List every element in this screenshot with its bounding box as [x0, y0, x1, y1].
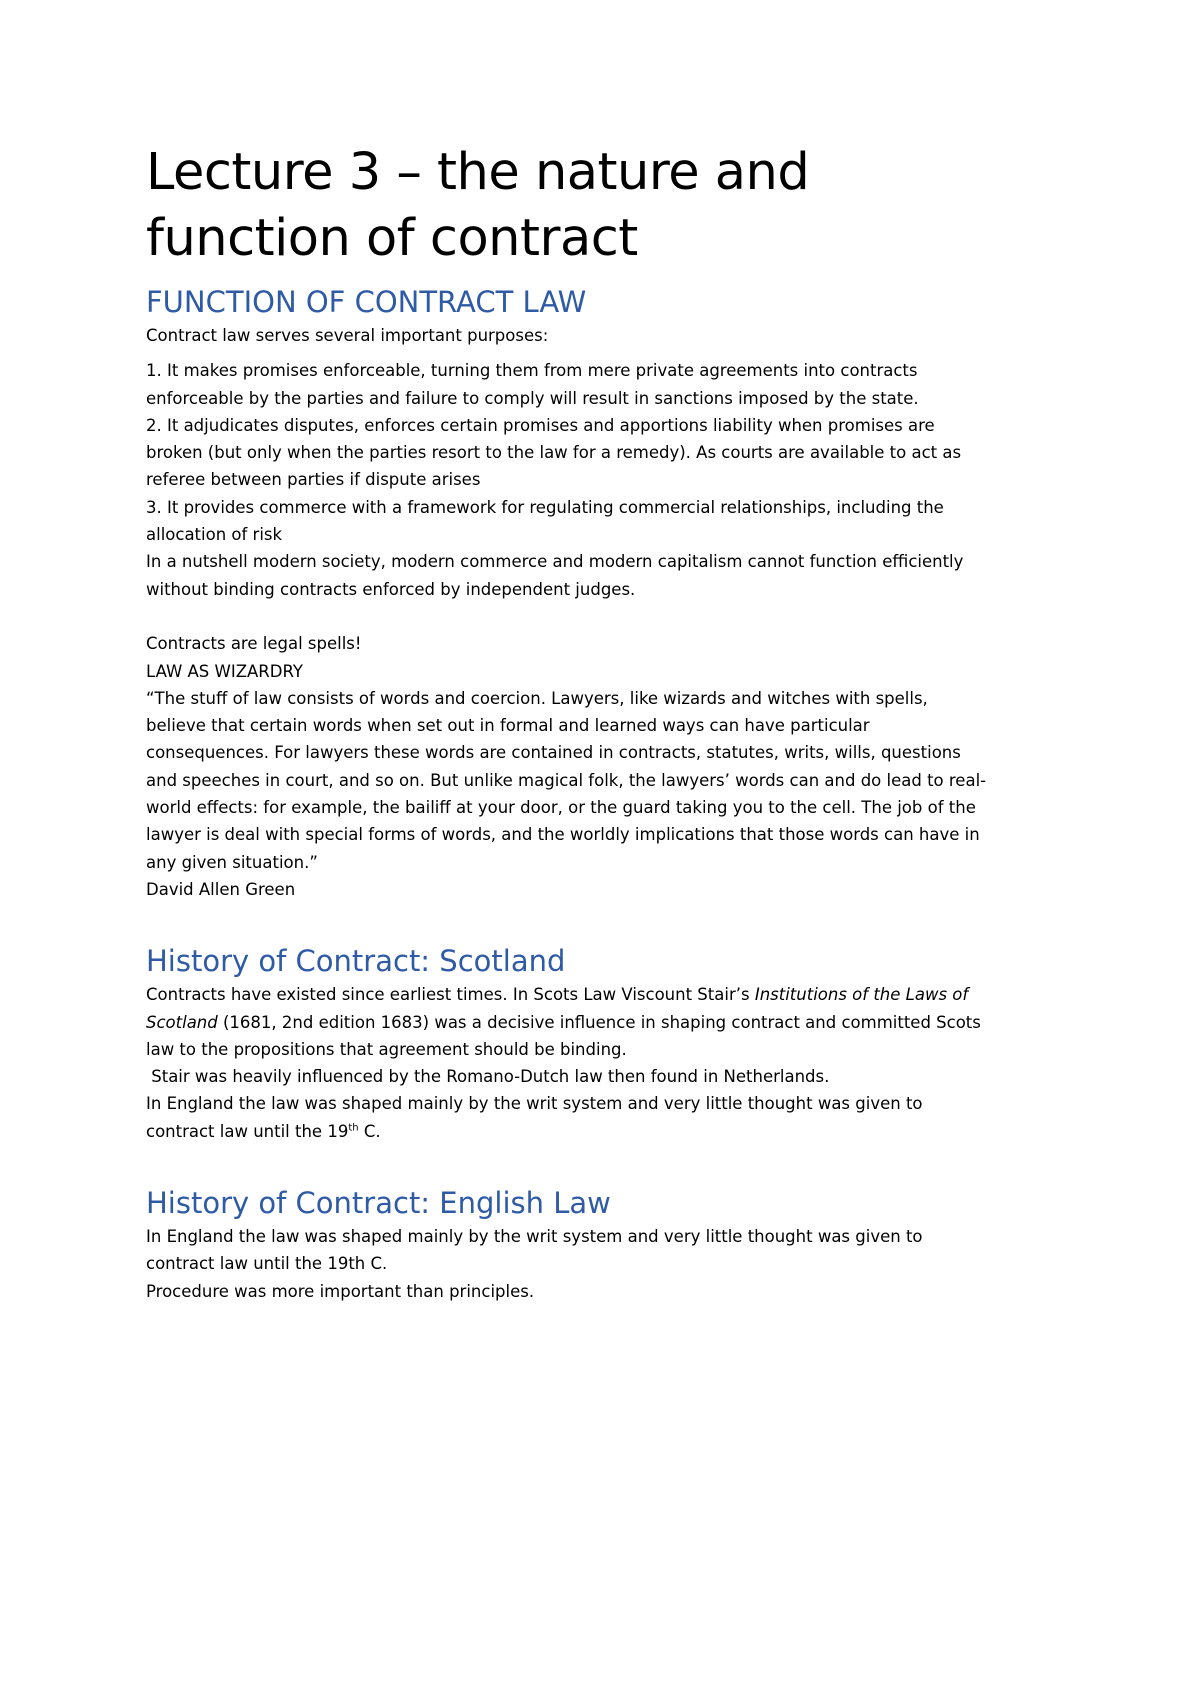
text-line: enforceable by the parties and failure to comply will result in sanctions imposed by the state. — [146, 388, 919, 408]
text-line: 1. It makes promises enforceable, turning them from mere private agreements into contracts — [146, 361, 918, 381]
text-line: LAW AS WIZARDRY — [146, 661, 303, 681]
text-line: In a nutshell modern society, modern commerce and modern capitalism cannot function efficiently — [146, 552, 964, 572]
text-line: Stair was heavily influenced by the Romano-Dutch law then found in Netherlands. — [146, 1067, 830, 1087]
quote-line: believe that certain words when set out in formal and learned ways can have particular — [146, 716, 870, 736]
section-heading-english-law: History of Contract: English Law — [146, 1186, 611, 1221]
text-line: 3. It provides commerce with a framework for regulating commercial relationships, including the — [146, 497, 944, 517]
text-line: without binding contracts enforced by independent judges. — [146, 579, 636, 599]
document-page — [146, 140, 1066, 1305]
text-run: contract law until the 19 — [146, 1121, 349, 1141]
superscript: th — [348, 1122, 359, 1134]
section-english-body — [146, 1223, 1066, 1305]
section-heading-scotland: History of Contract: Scotland — [146, 944, 566, 979]
text-line: contract law until the 19th C. — [146, 1254, 388, 1274]
text-line: law to the propositions that agreement should be binding. — [146, 1039, 627, 1059]
text-line — [146, 1009, 1066, 1036]
quote-line: lawyer is deal with special forms of words, and the worldly implications that those words can have in — [146, 825, 980, 845]
text-line: referee between parties if dispute arises — [146, 470, 481, 490]
text-line — [146, 981, 1066, 1008]
quote-line: world effects: for example, the bailiff at your door, or the guard taking you to the cell. The job of the — [146, 798, 976, 818]
text-line: Contracts are legal spells! — [146, 634, 362, 654]
text-line: allocation of risk — [146, 525, 283, 545]
text-run: C. — [358, 1121, 381, 1141]
quote-line: “The stuff of law consists of words and coercion. Lawyers, like wizards and witches with spells, — [146, 688, 928, 708]
title-line: Lecture 3 – the nature and — [146, 143, 810, 202]
text-line: 2. It adjudicates disputes, enforces certain promises and apportions liability when promises are — [146, 415, 935, 435]
document-title — [146, 140, 1066, 272]
quote-line: any given situation.” — [146, 852, 318, 872]
text-line: In England the law was shaped mainly by the writ system and very little thought was given to — [146, 1227, 923, 1247]
paragraph-intro: Contract law serves several important purposes: — [146, 326, 549, 345]
section-scotland-body — [146, 981, 1066, 1145]
text-line — [146, 1118, 1066, 1145]
title-line: function of contract — [146, 209, 638, 268]
quote-line: consequences. For lawyers these words are contained in contracts, statutes, writs, wills, questions — [146, 743, 961, 763]
quote-line: and speeches in court, and so on. But unlike magical folk, the lawyers’ words can and do lead to real- — [146, 770, 987, 790]
section-heading-function: FUNCTION OF CONTRACT LAW — [146, 285, 587, 319]
book-title-italic: Institutions of the Laws of — [754, 985, 969, 1005]
quote-author: David Allen Green — [146, 879, 296, 899]
text-line: broken (but only when the parties resort to the law for a remedy). As courts are available to act as — [146, 443, 962, 463]
text-line: Procedure was more important than principles. — [146, 1281, 535, 1301]
section-function-body — [146, 322, 1066, 903]
text-run: (1681, 2nd edition 1683) was a decisive influence in shaping contract and committed Scots — [217, 1012, 981, 1032]
text-run: Contracts have existed since earliest times. In Scots Law Viscount Stair’s — [146, 985, 755, 1005]
text-line: In England the law was shaped mainly by the writ system and very little thought was given to — [146, 1094, 923, 1114]
book-title-italic: Scotland — [146, 1012, 218, 1032]
